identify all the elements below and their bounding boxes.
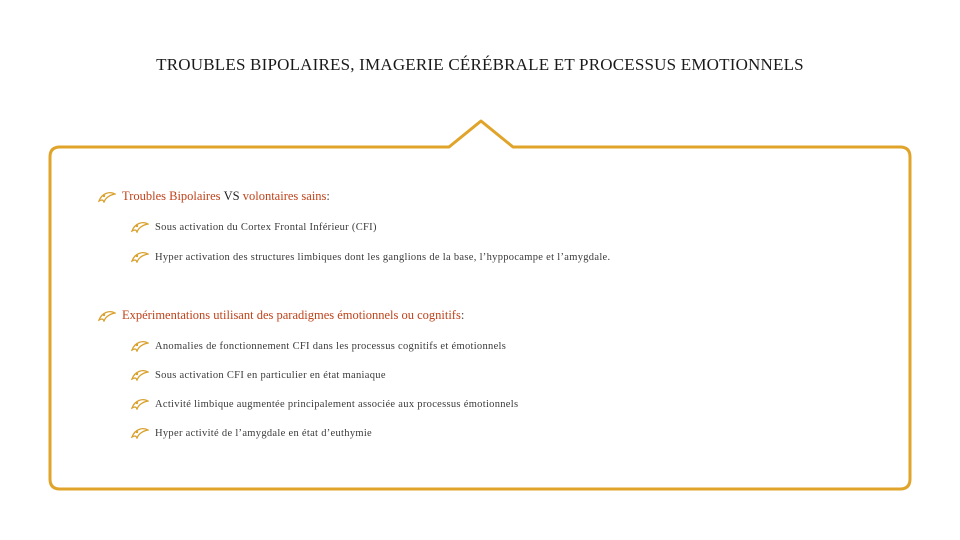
section2-suffix: : [460, 308, 465, 322]
section2-item [131, 427, 372, 439]
leaf-bullet-icon [131, 251, 149, 263]
section1-item [131, 221, 377, 233]
leaf-bullet-icon [131, 369, 149, 381]
section2-item-text: Anomalies de fonctionnement CFI dans les processus cognitifs et émotionnels [155, 340, 507, 352]
section1-heading [98, 189, 330, 204]
leaf-bullet-icon [131, 427, 149, 439]
leaf-bullet-icon [98, 310, 116, 322]
section1-item [131, 251, 610, 263]
section1-highlight2: volontaires sains [242, 189, 327, 203]
section2-item-text: Hyper activité de l’amygdale en état d’euthymie [155, 427, 373, 439]
section1-highlight1: Troubles Bipolaires [122, 189, 221, 203]
section2-item [131, 369, 386, 381]
section1-item-text: Hyper activation des structures limbiques dont les ganglions de la base, l’hyppocampe et l’amygdale. [155, 251, 611, 263]
leaf-bullet-icon [131, 221, 149, 233]
section1-suffix: : [326, 189, 330, 203]
section2-highlight: Expérimentations utilisant des paradigmes émotionnels ou cognitifs [122, 308, 461, 322]
section2-heading [98, 308, 464, 323]
leaf-bullet-icon [131, 398, 149, 410]
section2-item [131, 340, 506, 352]
slide-title: TROUBLES BIPOLAIRES, IMAGERIE CÉRÉBRALE ET PROCESSUS EMOTIONNELS [156, 55, 804, 74]
section2-item-text: Activité limbique augmentée principalement associée aux processus émotionnels [155, 398, 519, 410]
leaf-bullet-icon [98, 191, 116, 203]
leaf-bullet-icon [131, 340, 149, 352]
section1-vs: VS [223, 189, 240, 203]
section2-item [131, 398, 518, 410]
section2-item-text: Sous activation CFI en particulier en état maniaque [155, 369, 386, 381]
section1-item-text: Sous activation du Cortex Frontal Inférieur (CFI) [155, 221, 377, 233]
